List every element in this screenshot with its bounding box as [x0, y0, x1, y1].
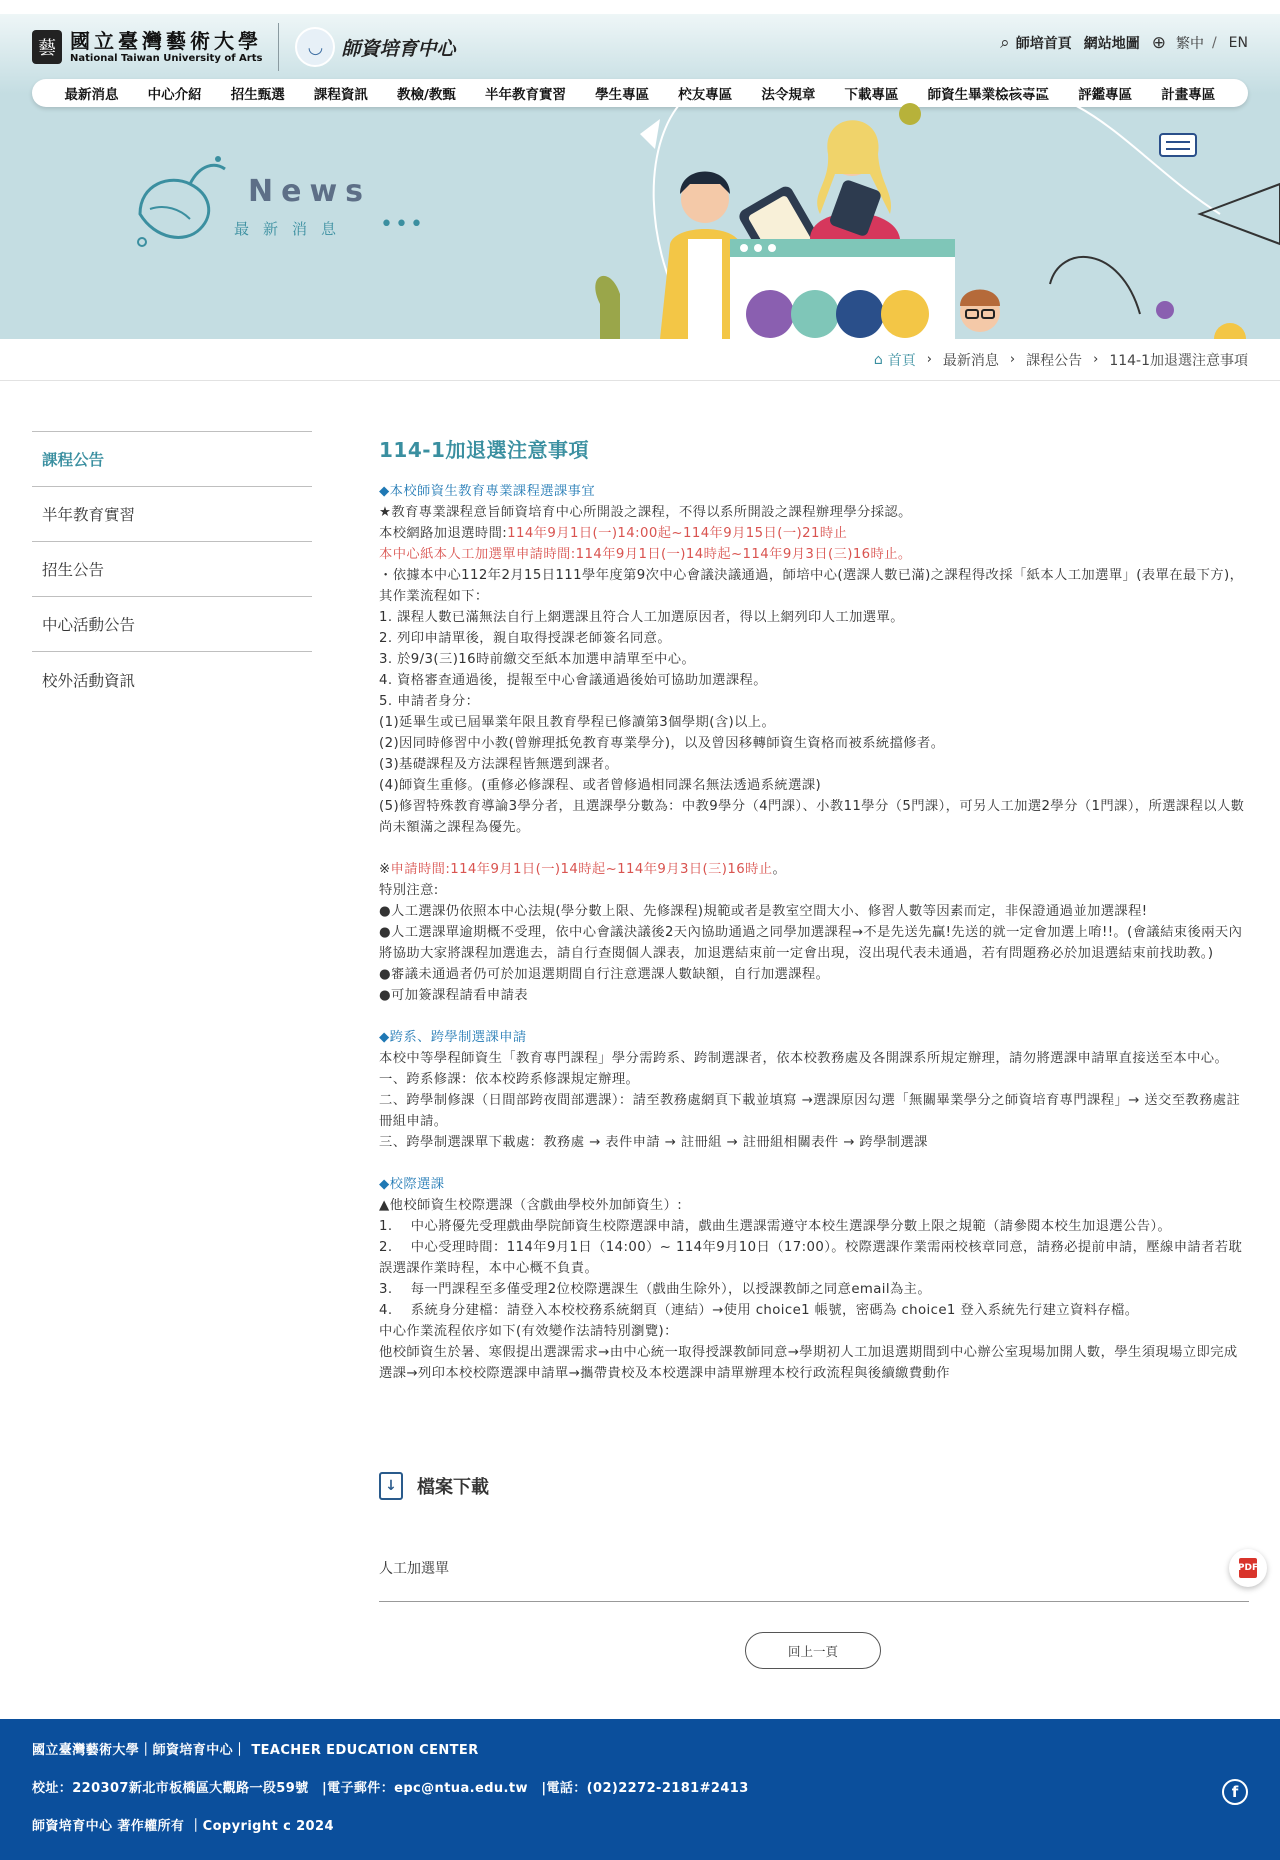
list-item: (2)因同時修習中小教(曾辦理抵免教育專業學分)，以及曾因移轉師資生資格而被系統擋修者。 — [379, 736, 945, 751]
breadcrumb-item[interactable]: 課程公告 — [1026, 352, 1083, 369]
section-heading: ◆校際選課 — [379, 1177, 445, 1192]
nav-item[interactable]: 法令規章 — [761, 87, 816, 103]
footer-contact: 校址：220307新北市板橋區大觀路一段59號 |電子郵件：epc@ntua.edu.tw |電話：(02)2272-2181#2413 — [32, 1781, 749, 1796]
list-item: (3)基礎課程及方法課程皆無選到課者。 — [379, 757, 619, 772]
pdf-download-button[interactable] — [1229, 1549, 1267, 1587]
search-icon[interactable]: ⌕ — [1000, 33, 1010, 53]
breadcrumb-current: 114-1加退選注意事項 — [1109, 352, 1248, 369]
list-item: 5. 申請者身分： — [379, 694, 480, 709]
nav-item[interactable]: 中心介紹 — [147, 87, 202, 103]
article-line: ★教育專業課程意旨師資培育中心所開設之課程，不得以系所開設之課程辦理學分採認。 — [379, 505, 912, 520]
nav-item[interactable]: 課程資訊 — [313, 87, 368, 103]
list-item: 3. 於9/3(三)16時前繳交至紙本加選申請單至中心。 — [379, 652, 696, 667]
list-item: ●可加簽課程請看申請表 — [379, 988, 528, 1003]
list-item: (4)師資生重修。(重修必修課程、或者曾修過相同課名無法透過系統選課) — [379, 778, 822, 793]
university-name-en: National Taiwan University of Arts — [70, 53, 263, 64]
whale-icon — [130, 154, 240, 254]
nav-item[interactable]: 計畫專區 — [1161, 87, 1216, 103]
breadcrumb-home[interactable]: ⌂ 首頁 — [873, 351, 916, 369]
nav-item[interactable]: 招生甄選 — [230, 87, 285, 103]
article-line: 1. 中心將優先受理戲曲學院師資生校際選課申請，戲曲生選課需遵守本校生選課學分數上限之規範（請參閱本校生加退選公告）。 — [379, 1219, 1172, 1234]
list-item: ●人工選課仍依照本中心法規(學分數上限、先修課程)規範或者是教室空間大小、修習人數等因素而定，非保證通過並加選課程! — [379, 904, 1148, 919]
article-line: 3. 每一門課程至多僅受理2位校際選課生（戲曲生除外），以授課教師之同意email為主。 — [379, 1282, 932, 1297]
nav-item[interactable]: 下載專區 — [844, 87, 899, 103]
news-title-graphic — [130, 154, 430, 264]
pdf-icon: PDF — [1239, 1558, 1257, 1578]
center-logo-icon: ◡ — [295, 27, 335, 67]
globe-icon: ⊕ — [1151, 33, 1166, 53]
article-line: 一、跨系修課：依本校跨系修課規定辦理。 — [379, 1072, 640, 1087]
list-item: ●人工選課單逾期概不受理，依中心會議決議後2天內協助通過之同學加選課程→不是先送先贏!先送的就一定會加選上唷!!。(會議結束後兩天內將協助大家將課程加選進去，請自行查閱個人課表，加退選結束前一定會出現，沒出現代表未通過，若有問題務必於加退選結束前找助教。) — [379, 925, 1243, 961]
nav-item[interactable]: 校友專區 — [678, 87, 733, 103]
download-title: 檔案下載 — [417, 1477, 489, 1498]
download-file-icon: ↓ — [379, 1472, 403, 1500]
chevron-right-icon: › — [926, 352, 932, 367]
article-line: 三、跨學制選課單下載處：教務處 → 表件申請 → 註冊組 → 註冊組相關表件 → 跨學制選課 — [379, 1135, 928, 1150]
news-word: News — [248, 174, 372, 209]
article-line: 二、跨學制修課（日間部跨夜間部選課）：請至教務處網頁下載並填寫 →選課原因勾選「無關畢業學分之師資培育專門課程」→ 送交至教務處註冊組申請。 — [379, 1093, 1241, 1129]
file-name-link[interactable]: 人工加選單 — [379, 1560, 449, 1577]
list-item: (5)修習特殊教育導論3學分者，且選課學分數為：中教9學分（4門課）、小教11學分（5門課），可另人工加選2學分（1門課），所選課程以人數尚未額滿之課程為優先。 — [379, 799, 1245, 835]
article-line: ・依據本中心112年2月15日111學年度第9次中心會議決議通過，師培中心(選課人數已滿)之課程得改採「紙本人工加選單」(表單在最下方)，其作業流程如下： — [379, 568, 1244, 604]
banner-illustration — [580, 14, 1280, 339]
back-button[interactable]: 回上一頁 — [745, 1632, 881, 1669]
sitemap-link[interactable]: 網站地圖 — [1083, 36, 1140, 52]
sidebar-item-center-events[interactable]: 中心活動公告 — [32, 597, 312, 652]
lang-en-link[interactable]: EN — [1228, 35, 1248, 51]
list-item: 4. 資格審查通過後，提報至中心會議通過後始可協助加選課程。 — [379, 673, 767, 688]
footer-org: 國立臺灣藝術大學｜師資培育中心｜ TEACHER EDUCATION CENTER — [32, 1743, 479, 1758]
home-icon: ⌂ — [873, 351, 883, 368]
top-links: ⌕ 師培首頁 網站地圖 ⊕ 繁中 / EN — [1000, 33, 1248, 53]
article-line: 他校師資生於暑、寒假提出選課需求→由中心統一取得授課教師同意→學期初人工加退選期間到中心辦公室現場加開人數，學生須現場立即完成選課→列印本校校際選課申請單→攜帶貴校及本校選課申請單辦理本校行政流程與後續繳費動作 — [379, 1345, 1238, 1381]
footer — [0, 1719, 1280, 1860]
lang-zh-link[interactable]: 繁中 — [1175, 36, 1204, 52]
nav-item[interactable]: 最新消息 — [64, 87, 119, 103]
page-title: 114-1加退選注意事項 — [379, 438, 589, 462]
list-item: ●審議未通過者仍可於加退選期間自行注意選課人數缺額，自行加選課程。 — [379, 967, 830, 982]
nav-item[interactable]: 師資生畢業檢核專區 — [927, 87, 1050, 103]
nav-item[interactable]: 評鑑專區 — [1078, 87, 1133, 103]
list-item: 1. 課程人數已滿無法自行上網選課且符合人工加選原因者，得以上網列印人工加選單。 — [379, 610, 904, 625]
nav-item[interactable]: 學生專區 — [595, 87, 650, 103]
file-row — [379, 1534, 1259, 1602]
article-line: ※申請時間:114年9月1日(一)14時起~114年9月3日(三)16時止。 — [379, 862, 787, 877]
news-subtitle: 最新消息 — [234, 220, 351, 238]
sidebar-item-admissions[interactable]: 招生公告 — [32, 542, 312, 597]
chevron-right-icon: › — [1009, 352, 1016, 367]
chevron-right-icon: › — [1093, 352, 1099, 367]
article — [379, 434, 1249, 1384]
download-section — [379, 1472, 1249, 1500]
teacher-home-link[interactable]: 師培首頁 — [1015, 36, 1072, 52]
university-name-zh: 國立臺灣藝術大學 — [70, 29, 262, 53]
nav-item[interactable]: 半年教育實習 — [485, 87, 567, 103]
header-banner — [0, 14, 1280, 339]
university-seal-icon: 藝 — [32, 30, 62, 64]
sidebar-item-course-announcements[interactable]: 課程公告 — [32, 432, 312, 487]
site-logo[interactable] — [32, 24, 455, 70]
center-name: 師資培育中心 — [341, 37, 456, 60]
nav-item[interactable]: 教檢/教甄 — [396, 87, 456, 103]
article-line: 2. 中心受理時間：114年9月1日（14:00）~ 114年9月10日（17:00）。校際選課作業需兩校核章同意，請務必提前申請，壓線申請者若耽誤選課作業時程，本中心概不負責。 — [379, 1240, 1243, 1276]
article-line: 本中心紙本人工加選單申請時間:114年9月1日(一)14時起~114年9月3日(三)16時止。 — [379, 547, 912, 562]
article-line: 4. 系統身分建檔：請登入本校校務系統網頁（連結）→使用 choice1 帳號，密碼為 choice1 登入系統先行建立資料存檔。 — [379, 1303, 1139, 1318]
article-line: 本校網路加退選時間:114年9月1日(一)14:00起~114年9月15日(一)21時止 — [379, 526, 848, 541]
sidebar-item-external-events[interactable]: 校外活動資訊 — [42, 671, 136, 690]
sidebar-item-internship[interactable]: 半年教育實習 — [32, 487, 312, 542]
article-line: 中心作業流程依序如下(有效變作法請特別瀏覽)： — [379, 1324, 678, 1339]
section-heading: ◆跨系、跨學制選課申請 — [379, 1030, 527, 1045]
list-item: (1)延畢生或已屆畢業年限且教育學程已修讀第3個學期(含)以上。 — [379, 715, 776, 730]
sidebar — [32, 431, 312, 707]
article-line: 特別注意: — [379, 883, 439, 898]
list-item: 2. 列印申請單後，親自取得授課老師簽名同意。 — [379, 631, 672, 646]
article-line: ▲他校師資生校際選課（含戲曲學校外加師資生）: — [379, 1198, 683, 1213]
facebook-icon[interactable]: f — [1222, 1779, 1248, 1805]
breadcrumb-item[interactable]: 最新消息 — [942, 352, 999, 369]
news-dots: ••• — [380, 212, 425, 237]
breadcrumb — [0, 339, 1280, 381]
section-heading: ◆本校師資生教育專業課程選課事宜 — [379, 484, 596, 499]
article-line: 本校中等學程師資生「教育專門課程」學分需跨系、跨制選課者，依本校教務處及各開課系所規定辦理，請勿將選課申請單直接送至本中心。 — [379, 1051, 1229, 1066]
footer-copyright: 師資培育中心 著作權所有 ｜Copyright c 2024 — [32, 1819, 334, 1834]
